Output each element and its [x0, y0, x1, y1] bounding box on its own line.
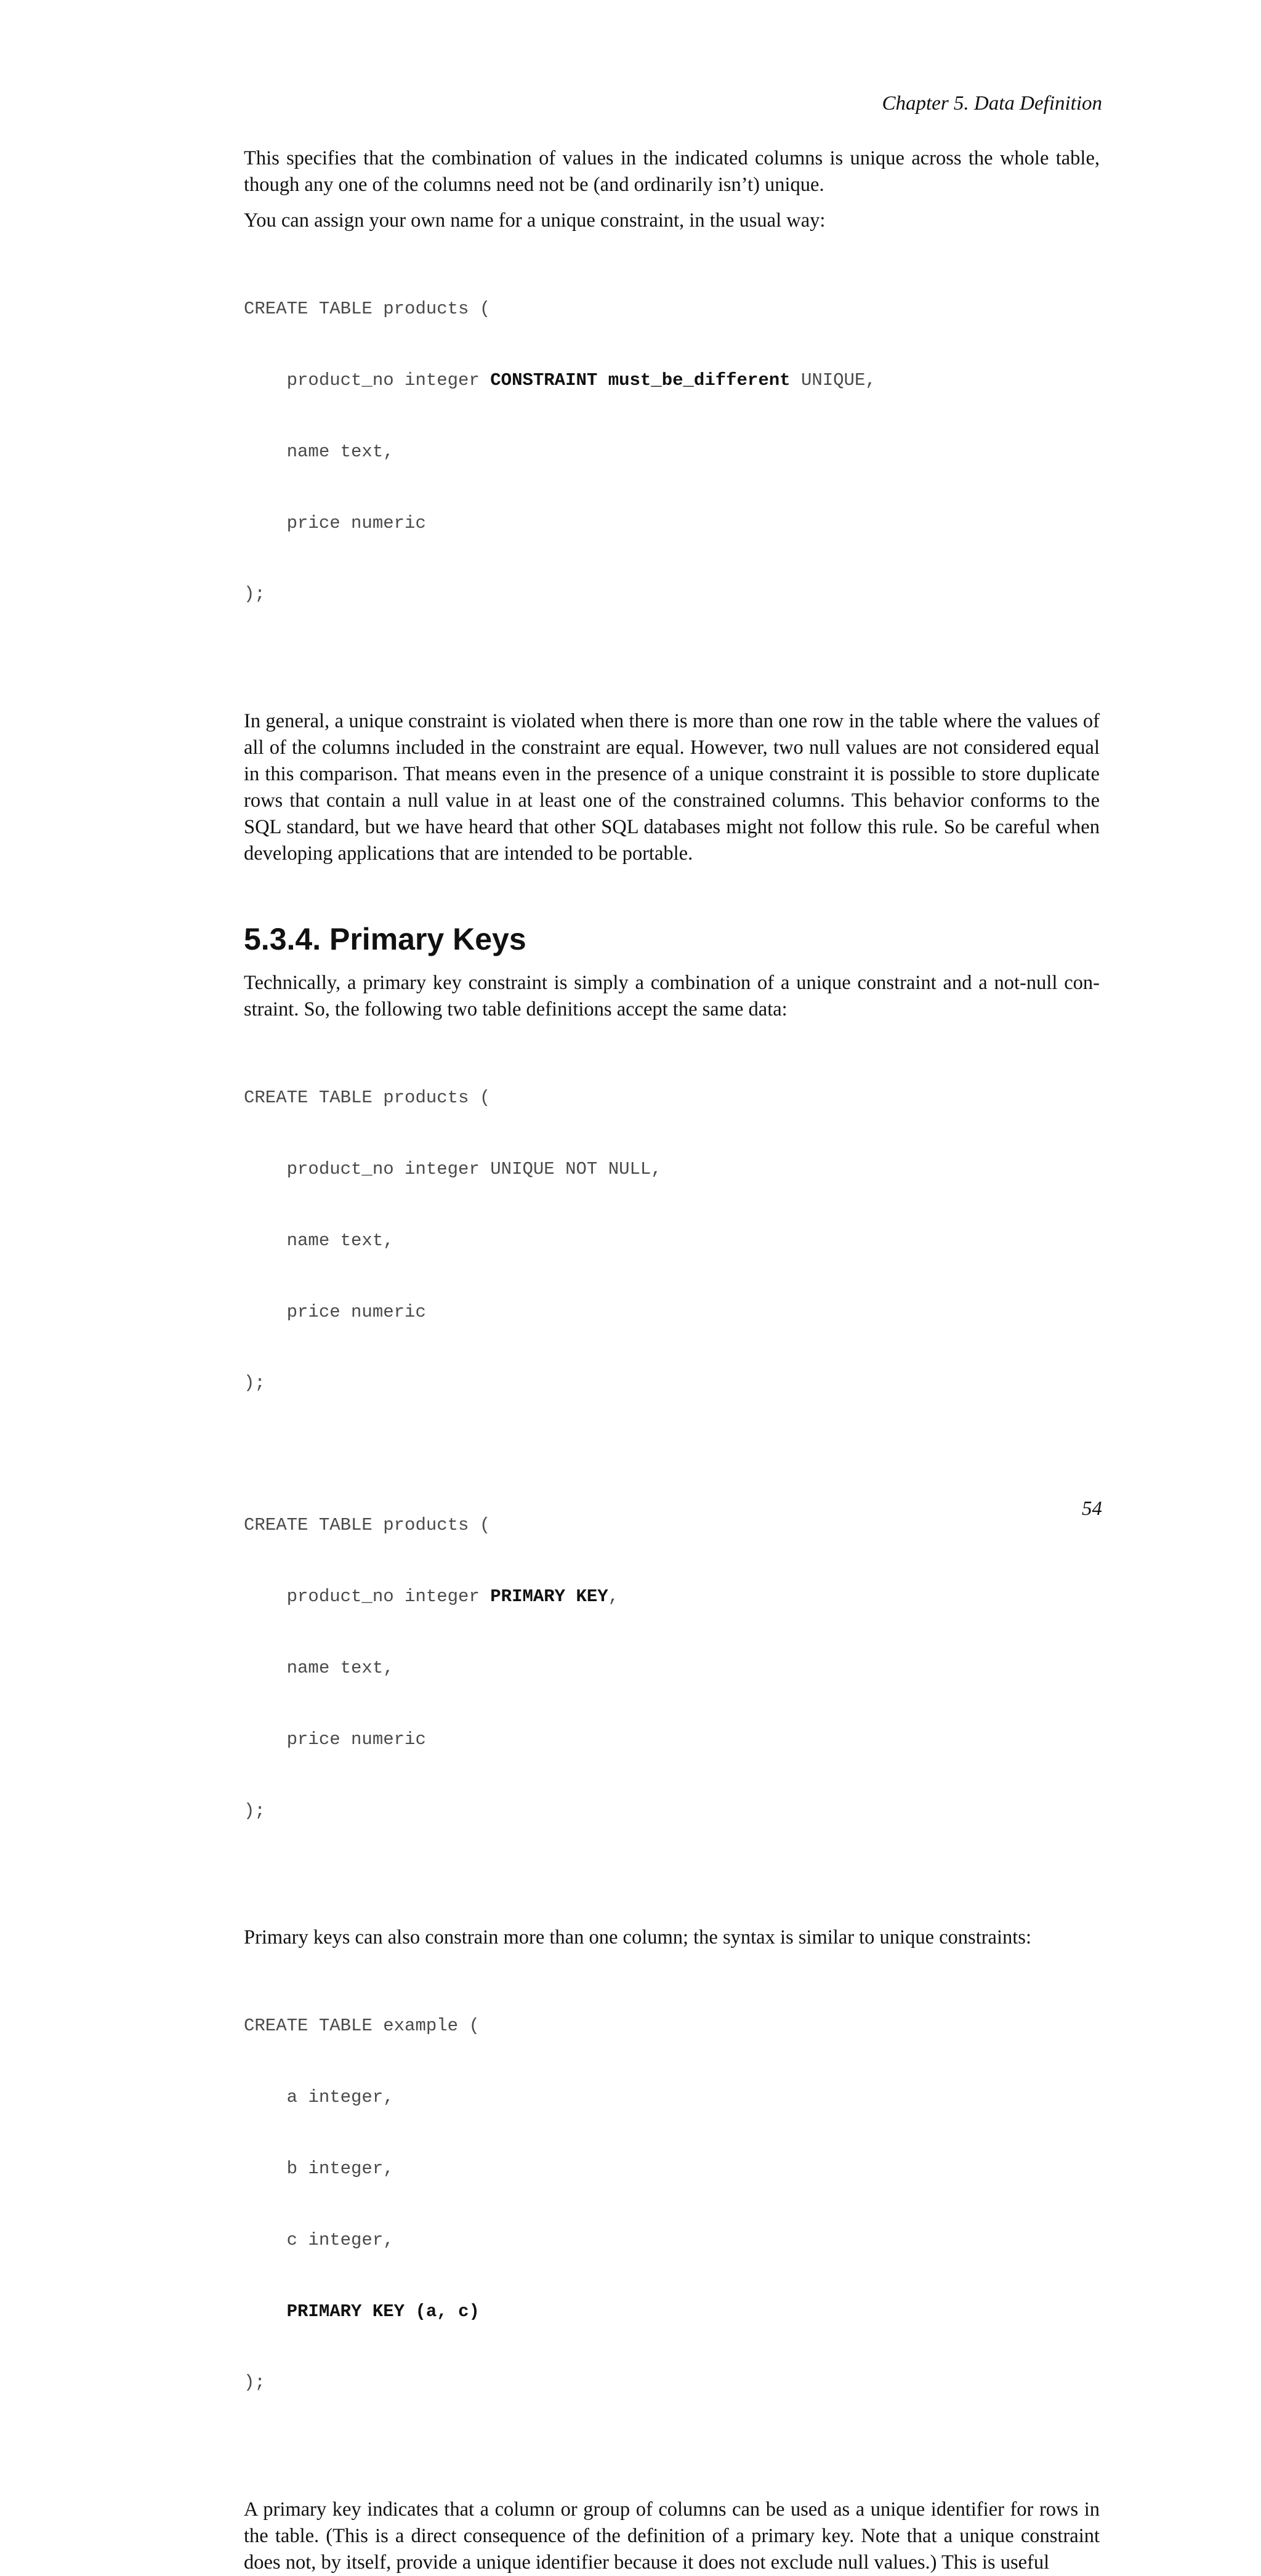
paragraph-combination-unique: This specifies that the combination of values in the indicated columns is unique across the whole table, though any one of the columns need not be (and ordinarily isn’t) unique. — [244, 147, 1100, 196]
code-line — [244, 1585, 1100, 1609]
code-text: product_no integer — [244, 369, 491, 390]
code-line: product_no integer UNIQUE NOT NULL, — [244, 1159, 662, 1180]
paragraph-multi-column-keys: Primary keys can also constrain more than one column; the syntax is similar to unique constraints: — [244, 1926, 1031, 1949]
running-header: Chapter 5. Data Definition — [882, 92, 1102, 115]
code-line: CREATE TABLE products ( — [244, 1088, 491, 1108]
section-heading: 5.3.4. Primary Keys — [244, 922, 526, 957]
code-text: UNIQUE, — [790, 369, 876, 390]
code-emphasis: CONSTRAINT must_be_different — [490, 369, 791, 390]
code-line: b integer, — [244, 2158, 394, 2179]
code-block-unique-not-null — [244, 1039, 1100, 1443]
code-line: a integer, — [244, 2087, 394, 2108]
paragraph-null-values: In general, a unique constraint is violated when there is more than one row in the table where the values of all of the columns included in the constraint are equal. However, two null values are not considered equal in this comparison. That means even in the presence of a unique constraint it is possible to store duplicate rows that contain a null value in at least one of the constrained columns. This behavior conforms to the SQL standard, but we have heard that other SQL databases might not follow this rule. So be careful when developing applications that are intended to be portable. — [244, 710, 1100, 865]
code-line: ); — [244, 1373, 265, 1394]
code-line: price numeric — [244, 1729, 426, 1750]
code-emphasis: PRIMARY KEY — [490, 1586, 608, 1607]
code-text: product_no integer — [244, 1586, 491, 1607]
page-number: 54 — [1082, 1498, 1102, 1520]
code-line: ); — [244, 2372, 265, 2393]
code-line: price numeric — [244, 1301, 426, 1322]
code-emphasis: PRIMARY KEY (a, c) — [286, 2301, 480, 2322]
code-line — [244, 369, 1100, 393]
code-line: CREATE TABLE example ( — [244, 2016, 480, 2037]
paragraph-unique-identifier: A primary key indicates that a column or group of columns can be used as a unique identifier for rows in the table. (This is a direct consequence of the definition of a primary key. Note that a unique constraint does not, by itself, provide a unique identifier because it does not exclude null values.) This is useful — [244, 2498, 1100, 2574]
code-line: CREATE TABLE products ( — [244, 299, 491, 320]
code-line: name text, — [244, 1657, 394, 1678]
code-line — [244, 2300, 1100, 2324]
code-block-named-unique — [244, 250, 1100, 654]
code-block-primary-key — [244, 1466, 1100, 1870]
code-line: CREATE TABLE products ( — [244, 1515, 491, 1536]
code-line: ); — [244, 1800, 265, 1821]
paragraph-primary-key-definition: Technically, a primary key constraint is simply a combination of a unique constraint and a not-null con- straint. So, the following two table definitions accept the same data: — [244, 972, 1100, 1021]
page-content — [244, 145, 1100, 2576]
code-line: name text, — [244, 441, 394, 462]
code-text — [244, 2301, 287, 2322]
code-line: c integer, — [244, 2229, 394, 2250]
code-text: , — [608, 1586, 619, 1607]
paragraph-assign-name: You can assign your own name for a unique constraint, in the usual way: — [244, 209, 826, 232]
code-block-multi-column-key — [244, 1967, 1100, 2442]
code-line: price numeric — [244, 512, 426, 533]
code-line: ); — [244, 584, 265, 605]
code-line: name text, — [244, 1230, 394, 1251]
